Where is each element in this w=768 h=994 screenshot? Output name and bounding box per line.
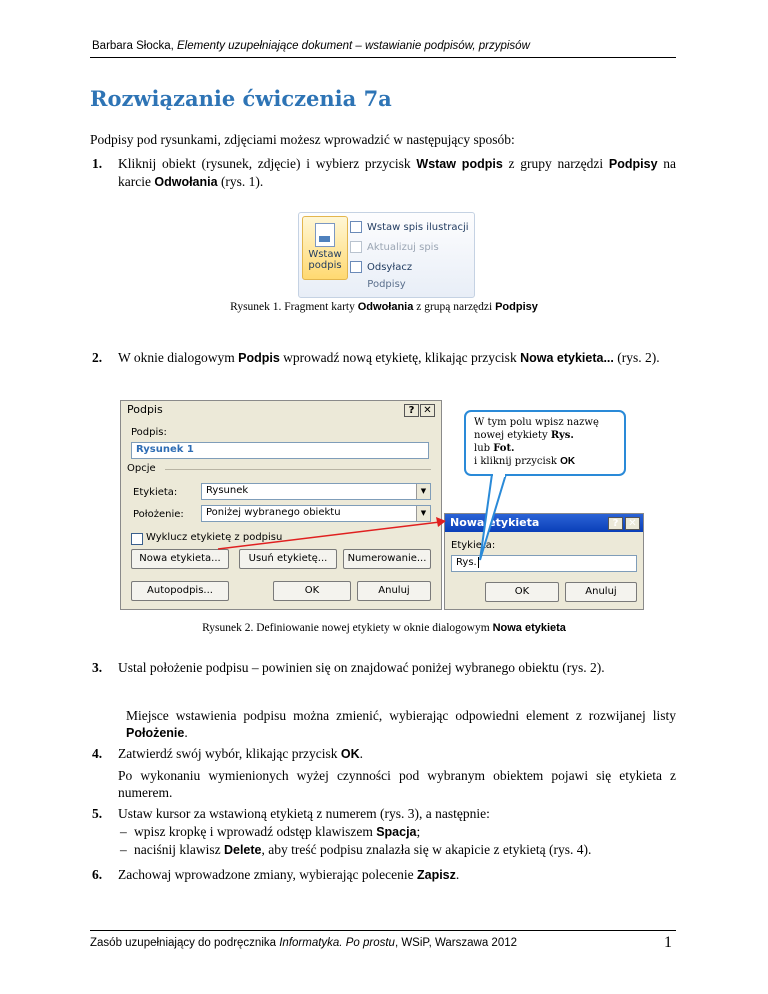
- position-dropdown-icon[interactable]: ▼: [416, 506, 430, 521]
- page-number: 1: [664, 934, 672, 951]
- header-title: Elementy uzupełniające dokument – wstawianie podpisów, przypisów: [177, 40, 530, 52]
- new-label-cancel-button[interactable]: Anuluj: [565, 582, 637, 602]
- position-select[interactable]: Poniżej wybranego obiektu ▼: [201, 505, 431, 522]
- step-2-text: W oknie dialogowym Podpis wprowadź nową etykietę, klikając przycisk Nowa etykieta... (rys. 2).: [118, 350, 660, 365]
- step-1-number: 1.: [92, 156, 103, 171]
- footer: Zasób uzupełniający do podręcznika Informatyka. Po prostu, WSiP, Warszawa 2012: [90, 937, 518, 949]
- figure-2-caption: Rysunek 2. Definiowanie nowej etykiety w oknie dialogowym Nowa etykieta: [202, 622, 566, 634]
- position-field-label: Położenie:: [133, 509, 184, 520]
- new-label-close-button[interactable]: ✕: [625, 517, 640, 530]
- step-2-number: 2.: [92, 350, 103, 365]
- bullet-dash-2: –: [120, 842, 127, 857]
- new-label-button[interactable]: Nowa etykieta...: [131, 549, 229, 569]
- cross-reference-button[interactable]: Odsyłacz: [350, 259, 412, 275]
- new-label-input[interactable]: Rys.: [451, 555, 637, 572]
- insert-caption-button[interactable]: Wstaw podpis: [302, 216, 348, 280]
- note-text: Miejsce wstawienia podpisu można zmienić, wybierając odpowiedni element z rozwijanej listy Położenie.: [126, 708, 676, 740]
- step-5-bullet-1: wpisz kropkę i wprowadź odstęp klawiszem Spacja;: [134, 824, 421, 839]
- caption-label: Podpis:: [131, 427, 167, 438]
- intro-text: Podpisy pod rysunkami, zdjęciami możesz wprowadzić w następujący sposób:: [90, 132, 515, 147]
- cancel-button[interactable]: Anuluj: [357, 581, 431, 601]
- footer-rule: [90, 930, 676, 931]
- bubble-pointer: [480, 474, 506, 560]
- step-5-text: Ustaw kursor za wstawioną etykietą z numerem (rys. 3), a następnie:: [118, 806, 490, 821]
- step-4-number: 4.: [92, 746, 103, 761]
- update-table-button[interactable]: Aktualizuj spis: [350, 239, 439, 255]
- autocaption-button[interactable]: Autopodpis...: [131, 581, 229, 601]
- label-dropdown-icon[interactable]: ▼: [416, 484, 430, 499]
- step-5-number: 5.: [92, 806, 103, 821]
- numbering-button[interactable]: Numerowanie...: [343, 549, 431, 569]
- step-5-bullet-2: naciśnij klawisz Delete, aby treść podpisu znalazła się w akapicie z etykietą (rys. 4).: [134, 842, 592, 857]
- new-label-dialog-titlebar: Nowa etykieta ? ✕: [445, 514, 643, 532]
- label-select[interactable]: Rysunek ▼: [201, 483, 431, 500]
- help-button[interactable]: ?: [404, 404, 419, 417]
- step-1-text: Kliknij obiekt (rysunek, zdjęcie) i wybierz przycisk Wstaw podpis z grupy narzędzi Podpisy na karcie Odwołania (rys. 1).: [118, 156, 677, 189]
- red-arrow-head: [436, 517, 446, 527]
- new-label-help-button[interactable]: ?: [608, 517, 623, 530]
- exclude-label-text: Wyklucz etykietę z podpisu: [146, 532, 283, 543]
- new-label-ok-button[interactable]: OK: [485, 582, 559, 602]
- delete-label-button[interactable]: Usuń etykietę...: [239, 549, 337, 569]
- caption-input[interactable]: Rysunek 1: [131, 442, 429, 459]
- ribbon-group-label: Podpisy: [367, 279, 406, 290]
- red-arrow-line: [218, 522, 440, 549]
- bullet-dash-1: –: [120, 824, 127, 839]
- header-author: Barbara Słocka,: [92, 40, 178, 52]
- bubble-pointer-mask: [460, 472, 520, 482]
- caption-dialog-titlebar: Podpis ? ✕: [121, 401, 441, 419]
- page-title: Rozwiązanie ćwiczenia 7a: [90, 86, 392, 111]
- label-field-label: Etykieta:: [133, 487, 178, 498]
- figure-1-caption: Rysunek 1. Fragment karty Odwołania z grupą narzędzi Podpisy: [230, 301, 538, 313]
- new-label-field-label: Etykieta:: [451, 540, 496, 551]
- step-3-number: 3.: [92, 660, 103, 675]
- close-button[interactable]: ✕: [420, 404, 435, 417]
- step-4-result: Po wykonaniu wymienionych wyżej czynności pod wybranym obiektem pojawi się etykieta z numerem.: [118, 768, 676, 800]
- options-label: Opcje: [127, 463, 156, 474]
- step-6-number: 6.: [92, 867, 103, 882]
- ok-button[interactable]: OK: [273, 581, 351, 601]
- step-6-text: Zachowaj wprowadzone zmiany, wybierając polecenie Zapisz.: [118, 867, 460, 882]
- step-4-text: Zatwierdź swój wybór, klikając przycisk OK.: [118, 746, 364, 761]
- callout-bubble: W tym polu wpisz nazwę nowej etykiety Rys. lub Fot. i kliknij przycisk OK: [464, 410, 626, 476]
- step-3-text: Ustal położenie podpisu – powinien się on znajdować poniżej wybranego obiektu (rys. 2).: [118, 660, 605, 675]
- insert-table-of-figures-button[interactable]: Wstaw spis ilustracji: [350, 219, 469, 235]
